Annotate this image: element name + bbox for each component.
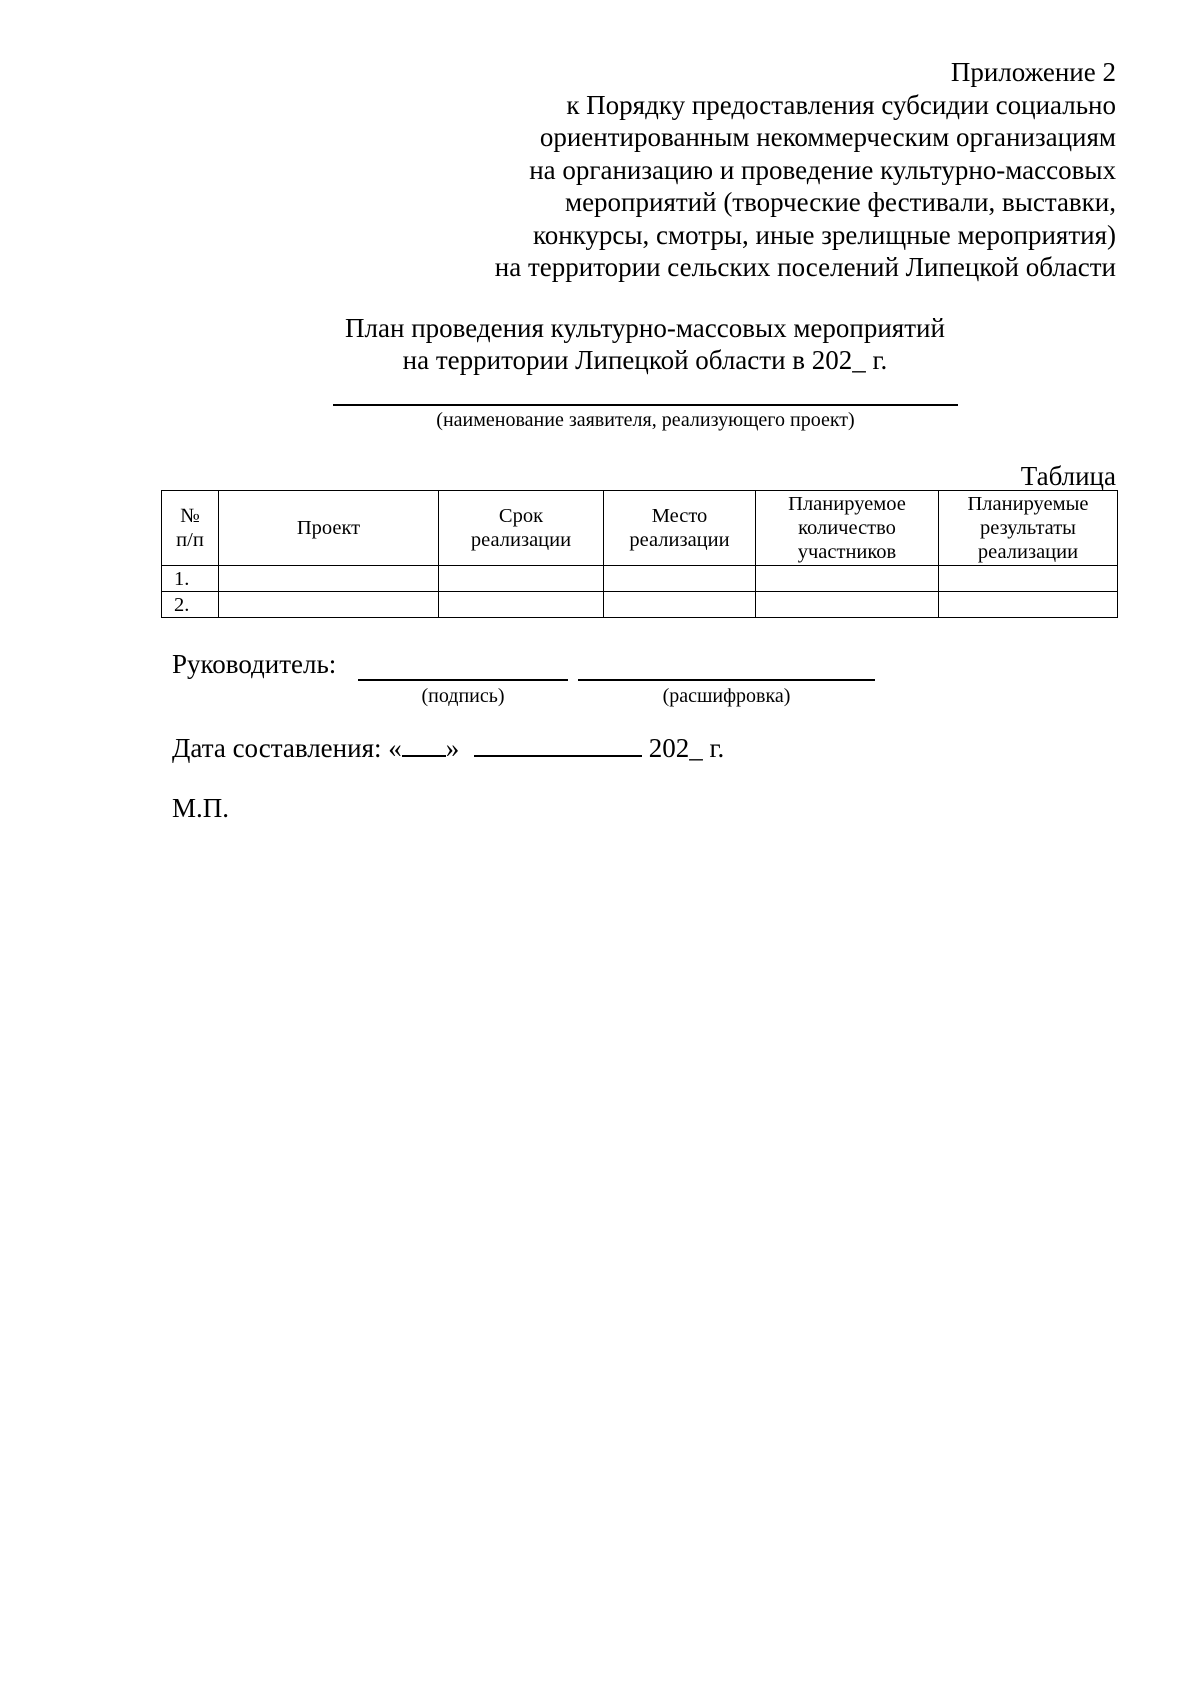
date-year: 202_ г.: [648, 733, 725, 763]
date-close-quote: »: [445, 733, 460, 763]
appendix-line: ориентированным некоммерческим организациям: [539, 122, 1116, 152]
transcript-caption: (расшифровка): [662, 685, 791, 707]
appendix-line: конкурсы, смотры, иные зрелищные мероприятия): [532, 219, 1116, 250]
cell-project[interactable]: [219, 566, 439, 592]
cell-place[interactable]: [604, 592, 756, 618]
applicant-name-caption: (наименование заявителя, реализующего проект): [436, 409, 855, 431]
signature-caption: (подпись): [421, 685, 505, 707]
cell-place[interactable]: [604, 566, 756, 592]
cell-results[interactable]: [939, 566, 1118, 592]
appendix-line: Приложение 2: [950, 57, 1116, 87]
table-header-row: [162, 491, 1118, 566]
appendix-line: на организацию и проведение культурно-массовых: [529, 154, 1116, 185]
cell-period[interactable]: [439, 566, 604, 592]
appendix-line: к Порядку предоставления субсидии социально: [566, 89, 1116, 120]
plan-table: [161, 490, 1118, 618]
head-signature-label: Руководитель:: [172, 649, 337, 679]
table-caption: Таблица: [1020, 461, 1116, 491]
header-participants: Планируемое количество участников: [756, 491, 939, 566]
title-line-1: План проведения культурно-массовых мероприятий: [345, 313, 945, 343]
cell-project[interactable]: [219, 592, 439, 618]
appendix-header: [495, 56, 1116, 284]
date-row: [172, 732, 724, 764]
header-place: Место реализации: [604, 491, 756, 566]
header-results: Планируемые результаты реализации: [939, 491, 1118, 566]
table-row: [162, 566, 1118, 592]
applicant-name-field[interactable]: [333, 404, 958, 406]
transcript-field[interactable]: [578, 679, 875, 681]
appendix-line: на территории сельских поселений Липецкой области: [494, 252, 1116, 282]
appendix-line: мероприятий (творческие фестивали, выставки,: [564, 187, 1116, 217]
cell-participants[interactable]: [756, 566, 939, 592]
row-number: 2.: [162, 592, 219, 618]
seal-label: М.П.: [172, 793, 230, 823]
title-line-2: на территории Липецкой области в 202_ г.: [402, 345, 888, 375]
cell-participants[interactable]: [756, 592, 939, 618]
document-title: [300, 312, 990, 376]
cell-results[interactable]: [939, 592, 1118, 618]
table-row: [162, 592, 1118, 618]
month-field[interactable]: [474, 733, 642, 757]
row-number: 1.: [162, 566, 219, 592]
header-number: № п/п: [162, 491, 219, 566]
date-label: Дата составления: «: [172, 733, 402, 763]
header-period: Срок реализации: [439, 491, 604, 566]
cell-period[interactable]: [439, 592, 604, 618]
signature-field[interactable]: [358, 679, 568, 681]
day-field[interactable]: [402, 733, 446, 757]
header-project: Проект: [219, 491, 439, 566]
